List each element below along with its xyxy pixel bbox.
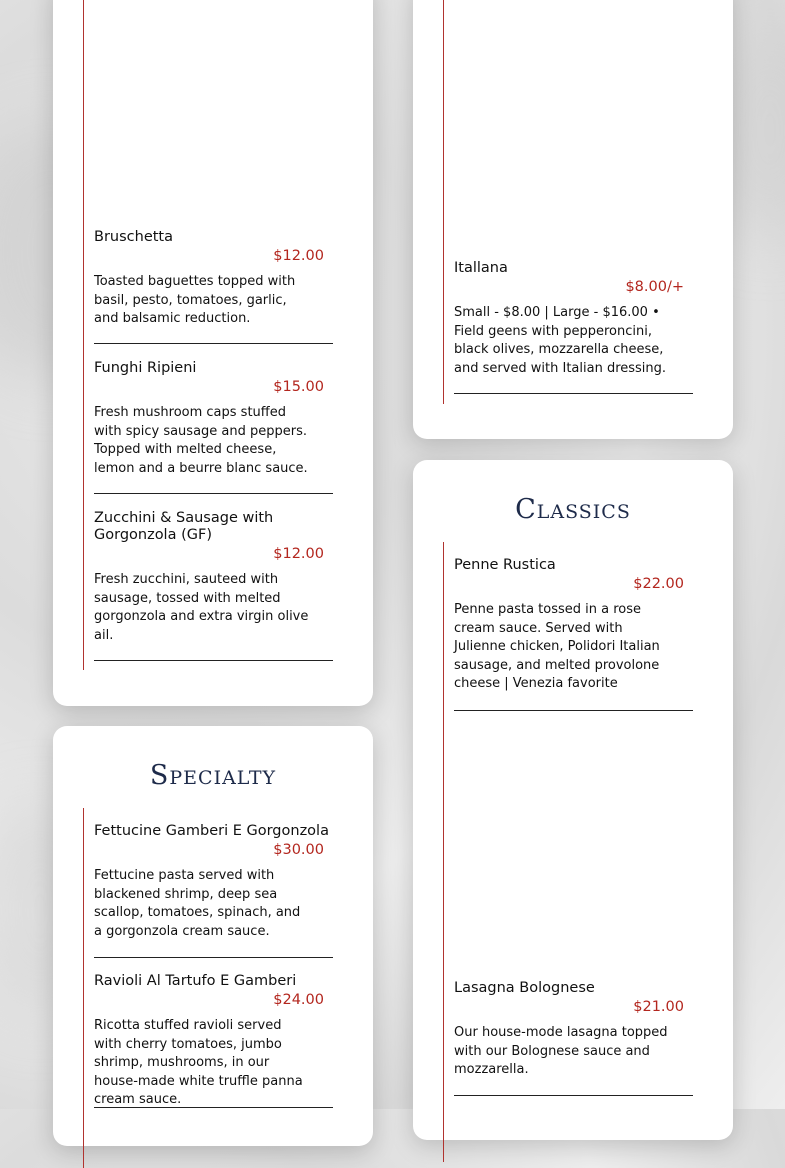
menu-item <box>94 973 334 1110</box>
item-divider <box>94 1107 333 1108</box>
item-price: $12.00 <box>273 248 324 264</box>
section-title: Specialty <box>149 760 277 791</box>
item-name: Itallana <box>454 260 508 276</box>
item-divider <box>454 710 693 711</box>
item-description: Small - $8.00 | Large - $16.00 • Field geens with pepperoncini, black olives, mozzarella cheese, and served with Italian dressing. <box>454 305 667 376</box>
menu-item <box>94 229 334 329</box>
menu-item <box>454 260 694 378</box>
menu-item <box>94 360 334 478</box>
item-name: Lasagna Bolognese <box>454 980 595 996</box>
item-divider <box>94 957 333 958</box>
menu-card-specialty <box>53 726 373 1146</box>
item-price: $15.00 <box>273 379 324 395</box>
item-price: $22.00 <box>633 576 684 592</box>
section-title: Classics <box>515 494 631 525</box>
menu-card-classics <box>413 460 733 1140</box>
item-price: $8.00/+ <box>625 279 684 295</box>
item-price: $21.00 <box>633 999 684 1015</box>
item-name: Bruschetta <box>94 229 173 245</box>
item-divider <box>454 393 693 394</box>
menu-card-salads <box>413 0 733 439</box>
item-name: Fettucine Gamberi E Gorgonzola <box>94 823 329 839</box>
section-accent-rule <box>443 542 444 1162</box>
item-description: Fettucine pasta served with blackened shrimp, deep sea scallop, tomatoes, spinach, and a gorgonzola cream sauce. <box>94 868 301 939</box>
item-description: Fresh mushroom caps stuffed with spicy sausage and peppers. Topped with melted cheese, lemon and a beurre blanc sauce. <box>94 405 308 476</box>
item-description: Our house-mode lasagna topped with our Bolognese sauce and mozzarella. <box>454 1025 668 1078</box>
item-description: Penne pasta tossed in a rose cream sauce. Served with Julienne chicken, Polidori Italian sausage, and melted provolone cheese | Venezia favorite <box>454 602 660 692</box>
item-price: $30.00 <box>273 842 324 858</box>
section-accent-rule <box>83 0 84 670</box>
item-description: Fresh zucchini, sauteed with sausage, tossed with melted gorgonzola and extra virgin olive ail. <box>94 572 309 643</box>
item-divider <box>94 343 333 344</box>
item-price: $24.00 <box>273 992 324 1008</box>
item-name: Funghi Ripieni <box>94 360 197 376</box>
item-divider <box>94 493 333 494</box>
menu-item <box>94 823 334 941</box>
section-accent-rule <box>443 0 444 404</box>
item-price: $12.00 <box>273 546 324 562</box>
menu-item <box>94 510 334 645</box>
item-description: Toasted baguettes topped with basil, pesto, tomatoes, garlic, and balsamic reduction. <box>94 274 296 327</box>
item-description: Ricotta stuffed ravioli served with cherry tomatoes, jumbo shrimp, mushrooms, in our house-made white truffle panna cream sauce. <box>94 1018 303 1108</box>
item-name: Zucchini & Sausage with Gorgonzola (GF) <box>94 510 274 543</box>
item-name: Ravioli Al Tartufo E Gamberi <box>94 973 297 989</box>
item-divider <box>94 660 333 661</box>
menu-card-appetizers <box>53 0 373 706</box>
menu-item <box>454 557 694 694</box>
menu-item <box>454 980 694 1080</box>
section-accent-rule <box>83 808 84 1168</box>
item-name: Penne Rustica <box>454 557 556 573</box>
item-divider <box>454 1095 693 1096</box>
